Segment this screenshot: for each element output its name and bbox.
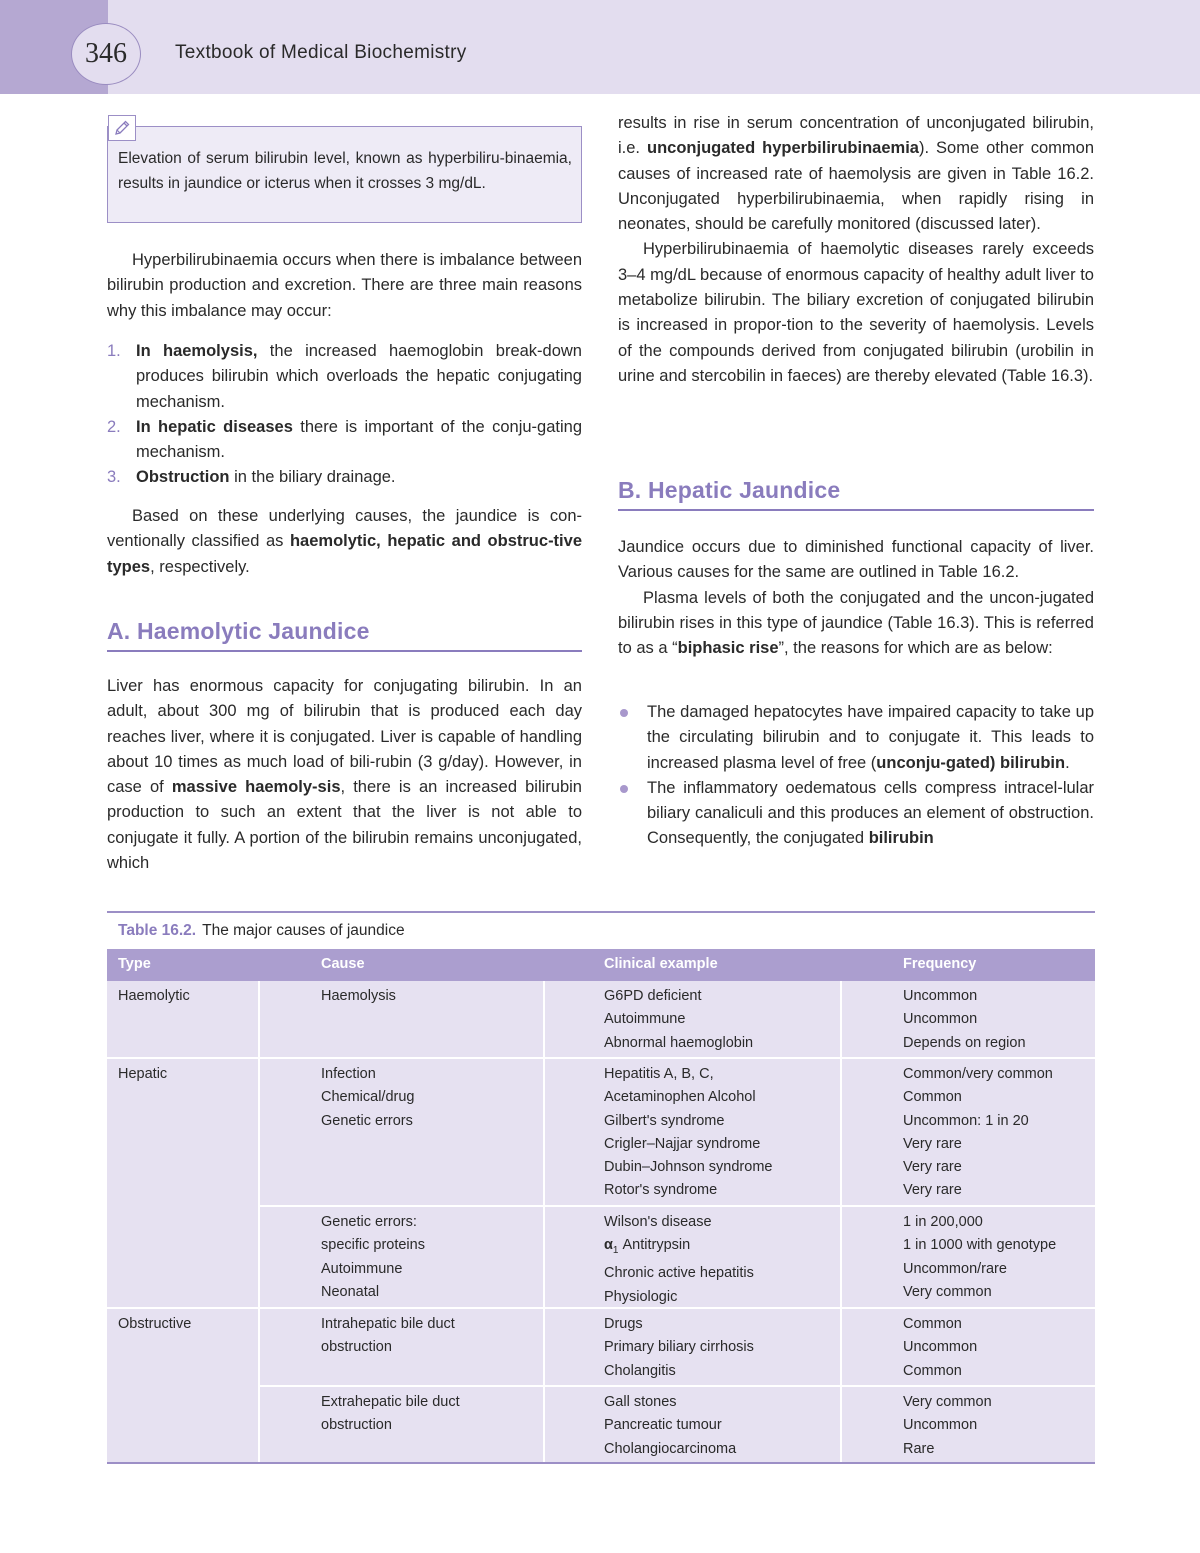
cell-line: Crigler–Najjar syndrome: [604, 1135, 761, 1152]
alpha-text: Antitrypsin: [618, 1237, 691, 1254]
cell-line: Depends on region: [903, 1034, 1026, 1051]
list-item-text: in the biliary drainage.: [229, 468, 396, 487]
cell-line: Primary biliary cirrhosis: [604, 1339, 754, 1356]
cell-line: Drugs: [604, 1316, 643, 1332]
cell-line: Chronic active hepatitis: [604, 1265, 754, 1282]
table-row-obstructive: [118, 1313, 191, 1336]
list-item: [107, 465, 582, 490]
column-divider: [543, 981, 545, 1463]
cell-line: Intrahepatic bile duct: [321, 1316, 455, 1332]
table-row-haemolytic: [118, 985, 190, 1008]
cell-examples: [604, 1063, 772, 1203]
cell-line: Very rare: [903, 1182, 962, 1199]
cell-line: Wilson's disease: [604, 1214, 712, 1230]
table-top-rule: [107, 911, 1095, 913]
cell-line: Uncommon: [903, 1339, 978, 1356]
list-item-bold: In haemolysis,: [136, 342, 258, 360]
cell-line: Very rare: [903, 1135, 962, 1152]
cell-line: Gall stones: [604, 1394, 677, 1410]
section-b-text: Jaundice occurs due to diminished functional capacity of liver. Various causes for the same are outlined in Table 16.2.: [618, 538, 1094, 582]
cell-line: Genetic errors: [321, 1112, 413, 1129]
cell-line: Haemolysis: [321, 988, 396, 1004]
row-divider: [107, 1057, 1095, 1059]
cell-line: Common: [903, 1362, 962, 1379]
list-marker: 3.: [107, 468, 121, 487]
cell-line: Infection: [321, 1066, 376, 1082]
alpha-subscript: 1: [612, 1245, 619, 1257]
cell-line: Cholangiocarcinoma: [604, 1440, 737, 1457]
list-marker: 2.: [107, 417, 121, 436]
continuation-end: ). Some other common causes of increased rate of haemolysis are given in Table 16.2. Unconjugated hyperbilirubinaemia, when rapidly rising in neonates, should be carefully monitored (discussed later).: [618, 139, 1094, 234]
cell-frequency: [903, 1211, 1056, 1304]
list-item-bold: Obstruction: [136, 468, 230, 487]
table-header-row: [107, 949, 1095, 981]
cell-cause: [321, 1391, 460, 1438]
cell-line: Rare: [903, 1440, 935, 1457]
cell-cause: [321, 1063, 415, 1133]
note-text: Elevation of serum bilirubin level, known as hyperbiliru-binaemia, results in jaundice or icterus when it crosses 3 mg/dL.: [118, 150, 572, 192]
cell-cause: [321, 1211, 425, 1304]
intro-text: Hyperbilirubinaemia occurs when there is imbalance between bilirubin production and excretion. There are three main reasons why this imbalance may occur:: [107, 251, 582, 320]
pencil-icon: [108, 115, 136, 141]
continuation-text: results in rise in serum concentration of unconjugated bilirubin, i.e.: [618, 114, 1094, 158]
list-marker: 1.: [107, 342, 121, 360]
list-item: [107, 415, 582, 466]
header-clinical-example: Clinical example: [604, 956, 718, 972]
bullet-text: The damaged hepatocytes have impaired capacity to take up the circulating bilirubin and to conjugate it. This leads to increased plasma level of free (: [647, 703, 1094, 772]
bullet-text: The inflammatory oedematous cells compress intracel-lular biliary canaliculi and this produces an element of obstruction. Consequently, the conjugated: [647, 778, 1094, 848]
section-b-paragraphs: [618, 535, 1094, 661]
alpha-symbol: α: [604, 1237, 613, 1254]
section-a-rule: [107, 650, 582, 652]
cell-line: Pancreatic tumour: [604, 1417, 722, 1434]
cell-line: Very common: [903, 1283, 992, 1300]
cell-frequency: [903, 985, 1026, 1055]
cell-line: Acetaminophen Alcohol: [604, 1089, 756, 1106]
cell-type: Hepatic: [118, 1066, 168, 1082]
cell-line: Abnormal haemoglobin: [604, 1034, 754, 1051]
header-type: Type: [118, 956, 151, 972]
row-divider: [258, 1205, 1095, 1207]
table-caption-label: Table 16.2.: [118, 922, 197, 939]
cell-line: Very common: [903, 1394, 992, 1410]
right-column-top: [618, 111, 1094, 389]
section-b-rule: [618, 509, 1094, 511]
page-number: 346: [71, 23, 141, 85]
cell-line: Uncommon: [903, 1011, 978, 1028]
bullet-bold: unconju-gated) bilirubin: [876, 753, 1066, 772]
cell-frequency: [903, 1391, 992, 1461]
list-item-bold: In hepatic diseases: [136, 417, 293, 436]
list-item: [618, 700, 1094, 776]
cell-line: Physiologic: [604, 1288, 678, 1305]
section-a-heading: A. Haemolytic Jaundice: [107, 618, 370, 644]
table-caption-text: The major causes of jaundice: [202, 922, 405, 939]
table-bottom-rule: [107, 1462, 1095, 1464]
cell-line: G6PD deficient: [604, 988, 702, 1004]
classification-text: Based on these underlying causes, the jaundice is con-ventionally classified as: [107, 507, 582, 551]
bullet-icon: [620, 785, 628, 793]
cell-line: Genetic errors:: [321, 1214, 417, 1230]
bullet-bold: bilirubin: [868, 829, 934, 848]
cell-line: Common: [903, 1089, 962, 1106]
column-divider: [840, 981, 842, 1463]
cell-line: Hepatitis A, B, C,: [604, 1066, 714, 1082]
cell-line: Autoimmune: [321, 1260, 403, 1277]
cell-line: 1 in 1000 with genotype: [903, 1237, 1057, 1254]
table-caption: [118, 922, 405, 940]
cell-frequency: [903, 1063, 1053, 1203]
cell-line: Cholangitis: [604, 1362, 676, 1379]
biphasic-bold: biphasic rise: [677, 639, 779, 658]
bullet-icon: [620, 709, 628, 717]
cell-cause: [321, 985, 396, 1008]
cell-line: Gilbert's syndrome: [604, 1112, 725, 1129]
cell-line-alpha: [604, 1234, 754, 1262]
cell-line: Neonatal: [321, 1283, 380, 1300]
classification-bold: haemolytic, hepatic and obstruc-tive types: [107, 532, 582, 576]
cell-line: Uncommon: 1 in 20: [903, 1112, 1029, 1129]
cell-line: Rotor's syndrome: [604, 1182, 718, 1199]
cell-examples: [604, 1391, 736, 1461]
cell-type: Obstructive: [118, 1316, 192, 1332]
cell-line: Autoimmune: [604, 1011, 686, 1028]
section-a-text: Liver has enormous capacity for conjugating bilirubin. In an adult, about 300 mg of bilirubin that is produced each day reaches liver, where it is conjugated. Liver is capable of handling about 10 times as much load of bili-rubin (3 g/day). However, in case of: [107, 677, 582, 797]
cell-cause: [321, 1313, 455, 1360]
cell-line: obstruction: [321, 1417, 392, 1434]
intro-paragraph: [107, 248, 582, 324]
list-item-text: the increased haemoglobin break-down produces bilirubin which overloads the hepatic conjugating mechanism.: [136, 342, 582, 411]
section-b-heading: B. Hepatic Jaundice: [618, 477, 841, 503]
biphasic-text: Plasma levels of both the conjugated and the uncon-jugated bilirubin rises in this type of jaundice (Table 16.3). This is referred to as a “: [618, 588, 1094, 658]
classification-end: , respectively.: [150, 557, 250, 576]
cell-line: Dubin–Johnson syndrome: [604, 1159, 773, 1176]
cell-examples: [604, 1313, 754, 1383]
cell-line: Uncommon: [903, 988, 978, 1004]
cell-line: Common: [903, 1316, 962, 1332]
header-frequency: Frequency: [903, 956, 977, 972]
cell-line: Extrahepatic bile duct: [321, 1394, 460, 1410]
continuation-bold: unconjugated hyperbilirubinaemia: [647, 139, 919, 158]
row-divider: [258, 1385, 1095, 1387]
cell-line: Chemical/drug: [321, 1089, 415, 1106]
reasons-list: [107, 339, 582, 491]
table-row-hepatic: [118, 1063, 167, 1086]
list-item: [618, 776, 1094, 852]
cell-line: Common/very common: [903, 1066, 1053, 1082]
list-item: [107, 339, 582, 415]
cell-examples: [604, 985, 753, 1055]
row-divider: [107, 1307, 1095, 1309]
cell-type: Haemolytic: [118, 988, 190, 1004]
cell-line: Very rare: [903, 1159, 962, 1176]
cell-line: 1 in 200,000: [903, 1214, 983, 1230]
column-divider: [258, 981, 260, 1463]
cell-line: specific proteins: [321, 1237, 425, 1254]
cell-examples: [604, 1211, 754, 1309]
cell-line: Uncommon: [903, 1417, 978, 1434]
section-a-paragraph: [107, 674, 582, 876]
bullet-end: .: [1065, 753, 1070, 772]
reasons-bullet-list: [618, 700, 1094, 852]
classification-paragraph: [107, 504, 582, 580]
cell-line: obstruction: [321, 1339, 392, 1356]
haemolytic-limits-paragraph: Hyperbilirubinaemia of haemolytic diseases rarely exceeds 3–4 mg/dL because of enormous capacity of healthy adult liver to metabolize bilirubin. The biliary excretion of conjugated bilirubin is increased in propor-tion to the severity of haemolysis. Levels of the compounds derived from conjugated bilirubin (urobilin in urine and stercobilin in faeces) are thereby elevated (Table 16.3).: [618, 240, 1094, 385]
biphasic-end: ”, the reasons for which are as below:: [778, 639, 1053, 658]
section-a-bold: massive haemoly-sis: [171, 778, 341, 797]
list-item-text: there is important of the conju-gating mechanism.: [136, 417, 582, 462]
header-cause: Cause: [321, 956, 365, 972]
book-title: Textbook of Medical Biochemistry: [175, 42, 467, 63]
section-a-text-end: , there is an increased bilirubin production to such an extent that the liver is not able to conjugate it fully. A portion of the bilirubin remains unconjugated, which: [107, 778, 582, 873]
cell-line: Uncommon/rare: [903, 1260, 1007, 1277]
cell-frequency: [903, 1313, 977, 1383]
